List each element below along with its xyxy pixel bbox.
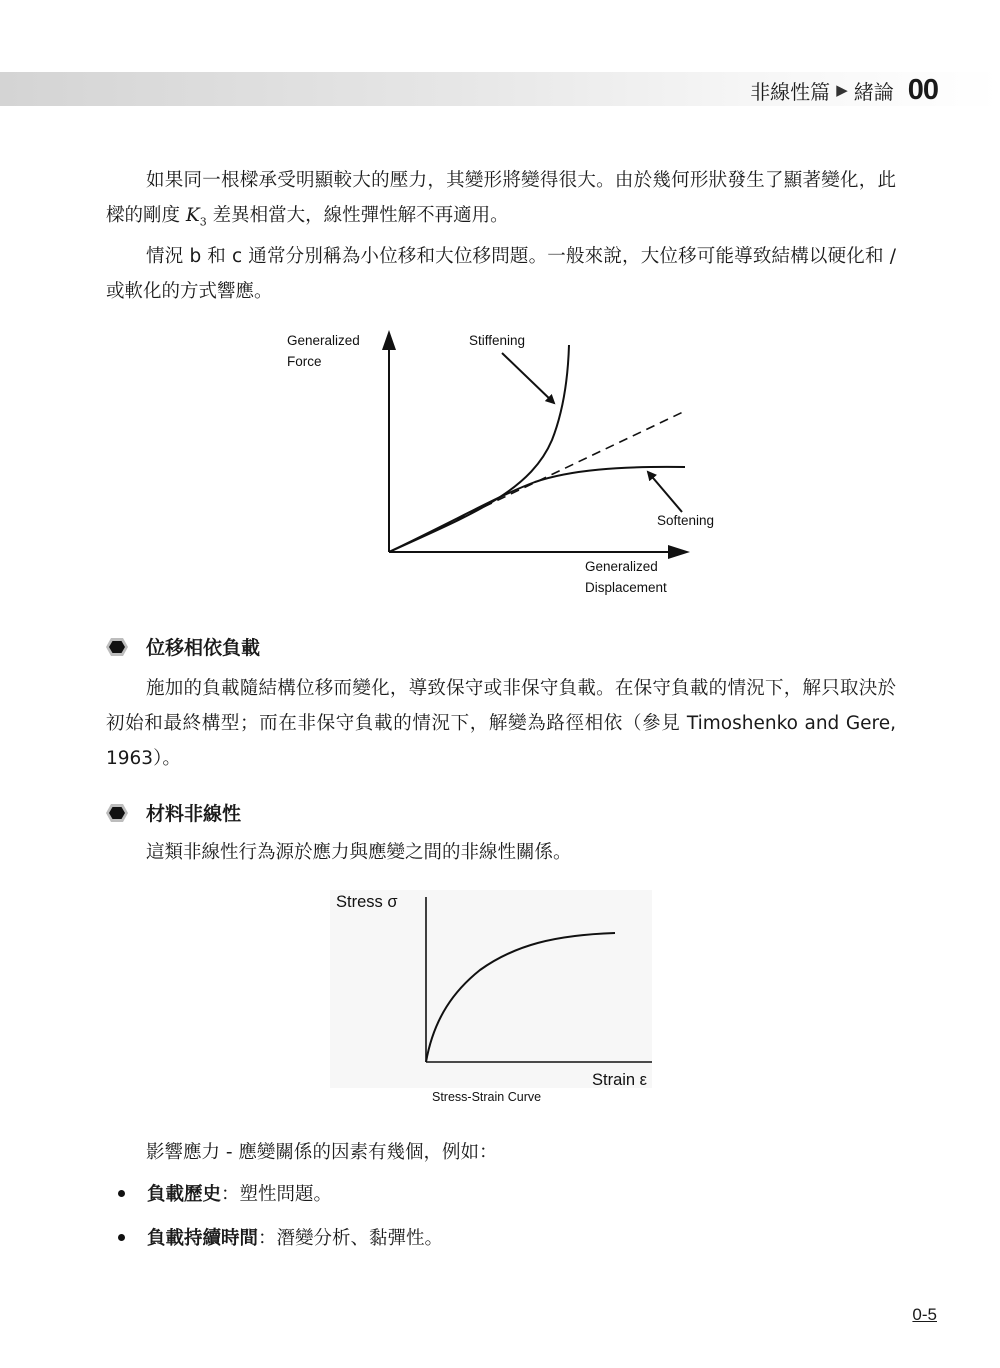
x-axis-arrow [668, 545, 690, 559]
paragraph-material-nonlinearity: 這類非線性行為源於應力與應變之間的非線性關係。 [146, 842, 572, 863]
chapter-title: 緒論 [853, 79, 894, 104]
list-item [118, 1224, 443, 1250]
bullet-icon [118, 1234, 125, 1241]
right-triangle-icon: ▶ [836, 81, 848, 99]
y-axis-label-line1: Generalized [287, 333, 360, 348]
x-axis-label: Strain ε [592, 1071, 648, 1089]
stiffness-symbol: $K_3$ [185, 205, 207, 229]
stiffening-label: Stiffening [469, 333, 526, 348]
list-item-text: ：潛變分析、黏彈性。 [258, 1228, 444, 1249]
stiffening-curve [389, 345, 569, 552]
softening-curve [389, 467, 685, 552]
section-title: 位移相依負載 [146, 637, 261, 659]
paragraph-large-deformation [106, 163, 896, 240]
list-item-text: ：塑性問題。 [221, 1184, 333, 1205]
paragraph-text: 差異相當大，線性彈性解不再適用。 [206, 205, 509, 226]
list-item-term: 負載持續時間 [147, 1228, 259, 1249]
figure-caption: Stress-Strain Curve [432, 1090, 542, 1104]
running-header [750, 70, 938, 110]
section-title: 材料非線性 [146, 803, 242, 825]
softening-pointer [648, 472, 682, 512]
x-axis-label-line1: Generalized [585, 559, 658, 574]
y-axis-label: Stress σ [336, 893, 398, 911]
y-axis-label-line2: Force [287, 354, 322, 369]
hexagon-bullet-icon [106, 803, 128, 823]
section-heading-displacement-loads [106, 633, 260, 660]
y-axis-arrow [382, 330, 396, 350]
stress-strain-figure [330, 885, 670, 1110]
section-heading-material-nonlinearity [106, 799, 241, 826]
stiffening-pointer [502, 353, 554, 403]
bullet-icon [118, 1190, 125, 1197]
paragraph-factors: 影響應力 - 應變關係的因素有幾個，例如： [146, 1142, 498, 1163]
force-displacement-figure [280, 320, 730, 605]
softening-label: Softening [657, 513, 715, 528]
chapter-number: 00 [907, 73, 938, 106]
part-title: 非線性篇 [750, 79, 831, 104]
paragraph-conservative-loads: 施加的負載隨結構位移而變化，導致保守或非保守負載。在保守負載的情況下，解只取決於初始和最終構型；而在非保守負載的情況下，解變為路徑相依（參見 Timoshenko and Gere, 1963）。 [106, 678, 896, 769]
page-number: 0-5 [912, 1305, 937, 1324]
hexagon-bullet-icon [106, 637, 128, 657]
list-item [118, 1180, 332, 1206]
paragraph-displacement-problems: 情況 b 和 c 通常分別稱為小位移和大位移問題。一般來說，大位移可能導致結構以硬化和 / 或軟化的方式響應。 [106, 246, 896, 302]
x-axis-label-line2: Displacement [585, 580, 667, 595]
figure-background [330, 890, 652, 1088]
list-item-term: 負載歷史 [147, 1184, 222, 1205]
paragraph-text: 如果同一根樑承受明顯較大的壓力，其變形將變得很大。由於幾何形狀發生了顯著變化，此樑的剛度 [106, 170, 896, 226]
